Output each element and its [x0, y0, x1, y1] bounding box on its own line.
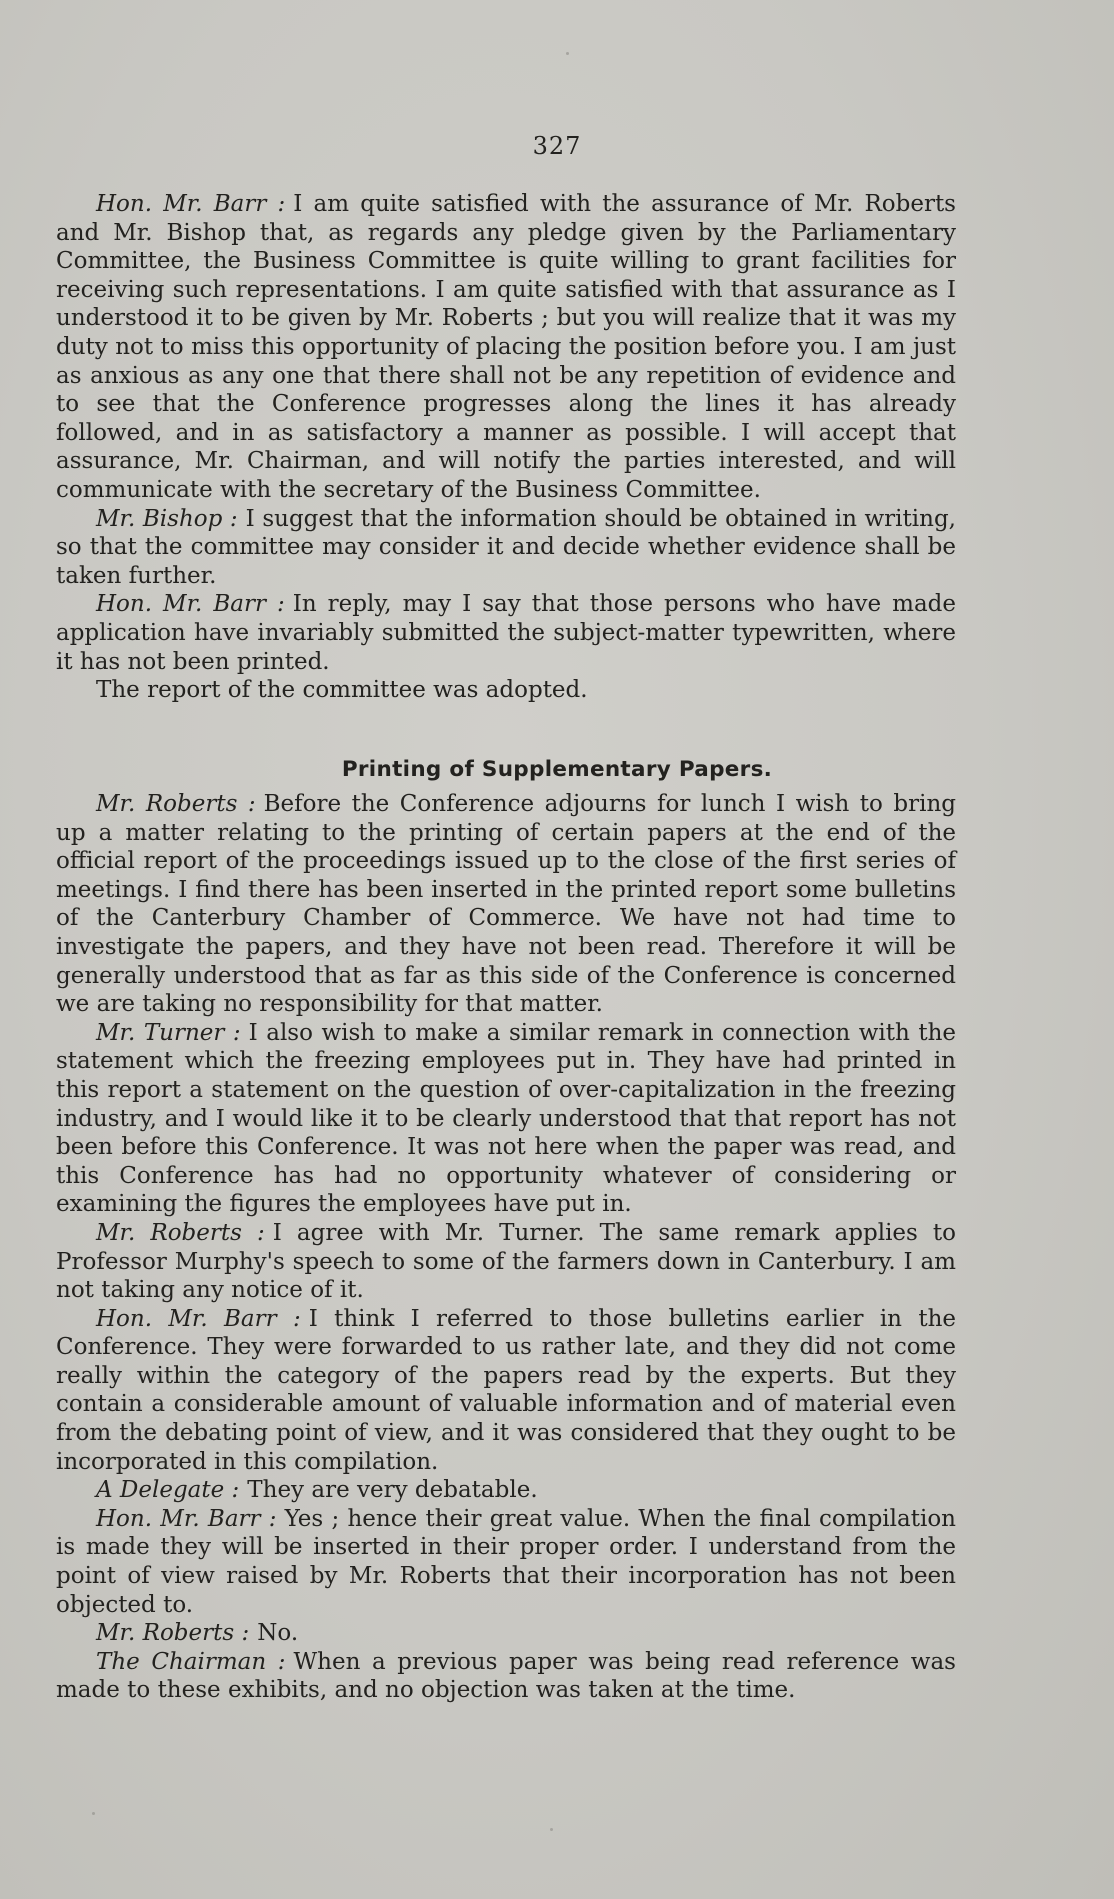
speech-text: They are very debatable. [247, 1477, 538, 1504]
paragraph [56, 590, 956, 676]
paragraph [56, 1648, 956, 1705]
speech-text: I think I referred to those bulletins earlier in the Conference. They were forwarded to us rather late, and they did not come really within the category of the papers read by the experts. But they contain a considerable amount of valuable information and of material even from the debating point of view, and it was considered that they ought to be incorporated in this compilation. [56, 1305, 956, 1475]
section-heading: Printing of Supplementary Papers. [341, 757, 773, 782]
speaker-label: Hon. Mr. Barr : [96, 1505, 277, 1532]
speech-text: I am quite satisfied with the assurance of Mr. Roberts and Mr. Bishop that, as regards any pledge given by the Parliamentary Committee, the Business Committee is quite willing to grant facilities for receiving such representations. I am quite satisfied with that assurance as I understood it to be given by Mr. Roberts ; but you will realize that it was my duty not to miss this opportunity of placing the position before you. I am just as anxious as any one that there shall not be any repetition of evidence and to see that the Conference progresses along the lines it has already followed, and in as satisfactory a manner as possible. I will accept that assurance, Mr. Chairman, and will notify the parties interested, and will communicate with the secretary of the Business Committee. [56, 191, 956, 503]
paper-speck [550, 1828, 553, 1831]
page-number: 327 [532, 132, 582, 160]
paper-speck [92, 1812, 95, 1815]
speaker-label: A Delegate : [96, 1477, 240, 1504]
speech-text: Yes ; hence their great value. When the final compilation is made they will be inserted in their proper order. I understand from the point of view raised by Mr. Roberts that their incorporation has not been objected to. [56, 1505, 956, 1618]
paragraph [56, 1219, 956, 1305]
paragraph [56, 1619, 956, 1648]
paragraph [56, 676, 956, 705]
speech-text: When a previous paper was being read reference was made to these exhibits, and no objection was taken at the time. [56, 1648, 956, 1704]
speech-text: I suggest that the information should be obtained in writing, so that the committee may consider it and decide whether evidence shall be taken further. [56, 505, 956, 589]
speech-text: I agree with Mr. Turner. The same remark applies to Professor Murphy's speech to some of the farmers down in Canterbury. I am not taking any notice of it. [56, 1219, 956, 1304]
speaker-label: Mr. Turner : [96, 1019, 241, 1046]
paragraph [56, 190, 956, 505]
section-1-body [56, 190, 956, 705]
speech-text: No. [257, 1620, 299, 1647]
paragraph [56, 1505, 956, 1619]
speaker-label: Hon. Mr. Barr : [96, 191, 286, 217]
speaker-label: Mr. Roberts : [96, 791, 256, 817]
speaker-label: Mr. Roberts : [96, 1219, 265, 1246]
paragraph [56, 790, 956, 1019]
speech-text: In reply, may I say that those persons who have made application have invariably submitted the subject-matter typewritten, where it has not been printed. [56, 591, 956, 675]
speaker-label: The Chairman : [96, 1648, 286, 1675]
paper-speck [566, 52, 569, 55]
speech-text: Before the Conference adjourns for lunch I wish to bring up a matter relating to the printing of certain papers at the end of the official report of the proceedings issued up to the close of the first series of meetings. I find there has been inserted in the printed report some bulletins of the Canterbury Chamber of Commerce. We have not had time to investigate the papers, and they have not been read. Therefore it will be generally understood that as far as this side of the Conference is concerned we are taking no responsibility for that matter. [56, 791, 956, 1018]
paragraph [56, 1305, 956, 1477]
speaker-label: Hon. Mr. Barr : [96, 591, 285, 618]
section-2-body [56, 790, 956, 1705]
paragraph [56, 505, 956, 591]
speaker-label: Hon. Mr. Barr : [96, 1305, 301, 1332]
speaker-label: Mr. Roberts : [96, 1620, 250, 1647]
speech-text: I also wish to make a similar remark in connection with the statement which the freezing employees put in. They have had printed in this report a statement on the question of over-capitalization in the freezing industry, and I would like it to be clearly understood that that report has not been before this Conference. It was not here when the paper was read, and this Conference has had no opportunity whatever of considering or examining the figures the employees have put in. [56, 1019, 956, 1218]
paragraph [56, 1476, 956, 1505]
paragraph [56, 1019, 956, 1219]
speaker-label: Mr. Bishop : [96, 505, 238, 532]
speech-text: The report of the committee was adopted. [96, 677, 588, 704]
